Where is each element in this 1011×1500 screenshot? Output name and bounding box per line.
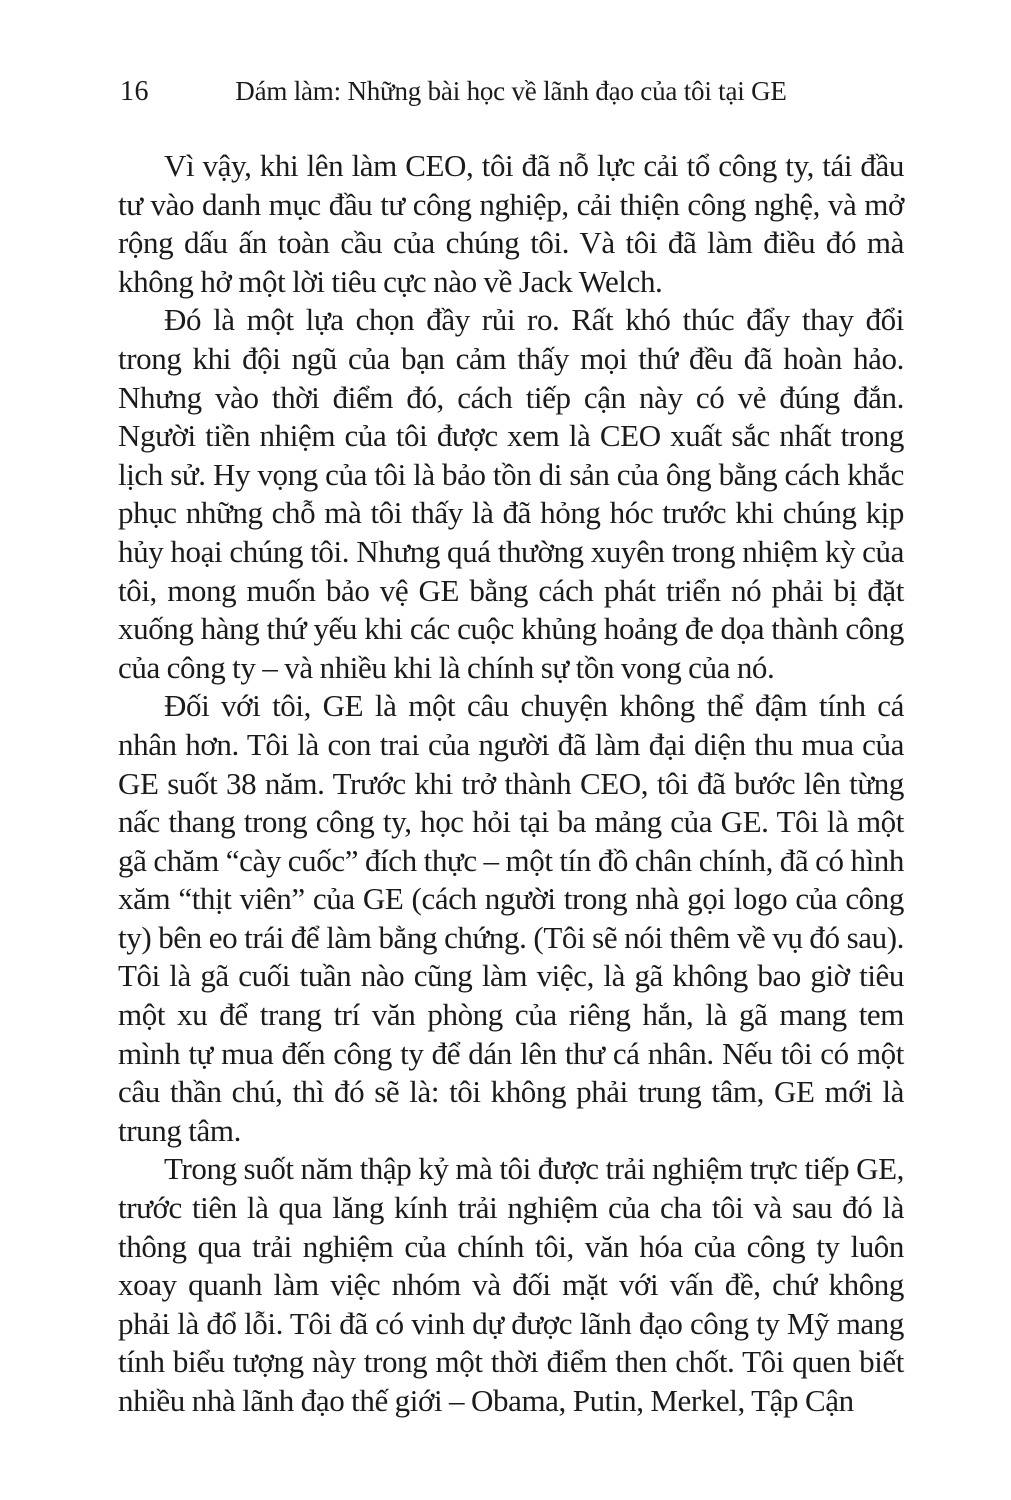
page-number: 16 <box>120 76 149 107</box>
page-body <box>118 147 904 1421</box>
paragraph: Đối với tôi, GE là một câu chuyện không thể đậm tính cá nhân hơn. Tôi là con trai của người đã làm đại diện thu mua của GE suốt 38 năm. Trước khi trở thành CEO, tôi đã bước lên từng nấc thang trong công ty, học hỏi tại ba mảng của GE. Tôi là một gã chăm “cày cuốc” đích thực – một tín đồ chân chính, đã có hình xăm “thịt viên” của GE (cách người trong nhà gọi logo của công ty) bên eo trái để làm bằng chứng. (Tôi sẽ nói thêm về vụ đó sau). Tôi là gã cuối tuần nào cũng làm việc, là gã không bao giờ tiêu một xu để trang trí văn phòng của riêng hắn, là gã mang tem mình tự mua đến công ty để dán lên thư cá nhân. Nếu tôi có một câu thần chú, thì đó sẽ là: tôi không phải trung tâm, GE mới là trung tâm. <box>118 688 904 1148</box>
running-title: Dám làm: Những bài học về lãnh đạo của tôi tại GE <box>235 76 787 106</box>
paragraph: Vì vậy, khi lên làm CEO, tôi đã nỗ lực cải tổ công ty, tái đầu tư vào danh mục đầu tư công nghiệp, cải thiện công nghệ, và mở rộng dấu ấn toàn cầu của chúng tôi. Và tôi đã làm điều đó mà không hở một lời tiêu cực nào về Jack Welch. <box>118 148 904 299</box>
paragraph: Trong suốt năm thập kỷ mà tôi được trải nghiệm trực tiếp GE, trước tiên là qua lăng kính trải nghiệm của cha tôi và sau đó là thông qua trải nghiệm của chính tôi, văn hóa của công ty luôn xoay quanh làm việc nhóm và đối mặt với vấn đề, chứ không phải là đổ lỗi. Tôi đã có vinh dự được lãnh đạo công ty Mỹ mang tính biểu tượng này trong một thời điểm then chốt. Tôi quen biết nhiều nhà lãnh đạo thế giới – Obama, Putin, Merkel, Tập Cận <box>118 1151 904 1418</box>
paragraph: Đó là một lựa chọn đầy rủi ro. Rất khó thúc đẩy thay đổi trong khi đội ngũ của bạn cảm thấy mọi thứ đều đã hoàn hảo. Nhưng vào thời điểm đó, cách tiếp cận này có vẻ đúng đắn. Người tiền nhiệm của tôi được xem là CEO xuất sắc nhất trong lịch sử. Hy vọng của tôi là bảo tồn di sản của ông bằng cách khắc phục những chỗ mà tôi thấy là đã hỏng hóc trước khi chúng kịp hủy hoại chúng tôi. Nhưng quá thường xuyên trong nhiệm kỳ của tôi, mong muốn bảo vệ GE bằng cách phát triển nó phải bị đặt xuống hàng thứ yếu khi các cuộc khủng hoảng đe dọa thành công của công ty – và nhiều khi là chính sự tồn vong của nó. <box>118 302 904 685</box>
page-header <box>118 74 904 108</box>
